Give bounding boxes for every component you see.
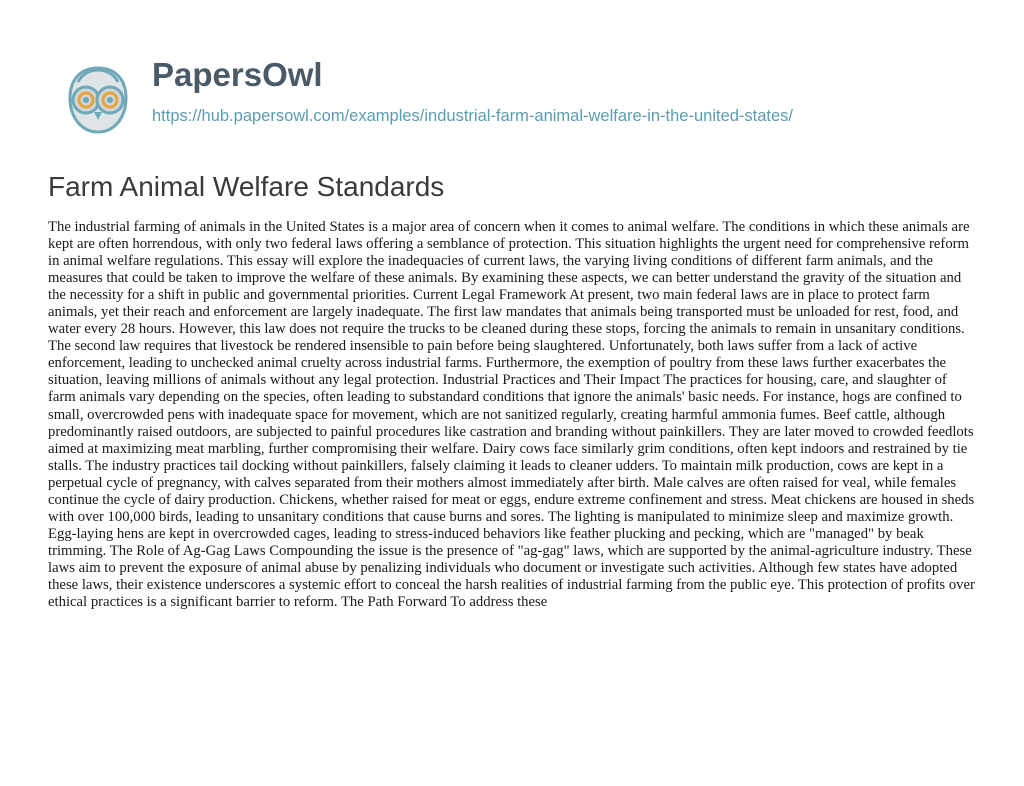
source-url-link[interactable]: https://hub.papersowl.com/examples/industrial-farm-animal-welfare-in-the-united-states/ [152,107,794,125]
owl-logo-icon [48,40,148,140]
brand-name: PapersOwl [152,56,323,93]
site-header [40,40,984,140]
page-title: Farm Animal Welfare Standards [48,171,445,202]
essay-body-text: The industrial farming of animals in the United States is a major area of concern when it comes to animal welfare. The conditions in which these animals are kept are often horrendous, with only two federal laws offering a semblance of protection. This situation highlights the urgent need for comprehensive reform in animal welfare regulations. This essay will explore the inadequacies of current laws, the varying living conditions of different farm animals, and the measures that could be taken to improve the welfare of these animals. By examining these aspects, we can better understand the gravity of the situation and the necessity for a shift in public and governmental priorities. Current Legal Framework At present, two main federal laws are in place to protect farm animals, yet their reach and enforcement are largely inadequate. The first law mandates that animals being transported must be unloaded for rest, food, and water every 28 hours. However, this law does not require the trucks to be cleaned during these stops, forcing the animals to remain in unsanitary conditions. The second law requires that livestock be rendered insensible to pain before being slaughtered. Unfortunately, both laws suffer from a lack of active enforcement, leading to unchecked animal cruelty across industrial farms. Furthermore, the exemption of poultry from these laws further exacerbates the situation, leaving millions of animals without any legal protection. Industrial Practices and Their Impact The practices for housing, care, and slaughter of farm animals vary depending on the species, often leading to substandard conditions that ignore the animals' basic needs. For instance, hogs are confined to small, overcrowded pens with inadequate space for movement, which are not sanitized regularly, creating harmful ammonia fumes. Beef cattle, although predominantly raised outdoors, are subjected to painful procedures like castration and branding without painkillers. They are later moved to crowded feedlots aimed at maximizing meat marbling, further compromising their welfare. Dairy cows face similarly grim conditions, often kept indoors and restrained by tie stalls. The industry practices tail docking without painkillers, falsely claiming it leads to cleaner udders. To maintain milk production, cows are kept in a perpetual cycle of pregnancy, with calves separated from their mothers almost immediately after birth. Male calves are often raised for veal, while females continue the cycle of dairy production. Chickens, whether raised for meat or eggs, endure extreme confinement and stress. Meat chickens are housed in sheds with over 100,000 birds, leading to unsanitary conditions that cause burns and sores. The lighting is manipulated to minimize sleep and maximize growth. Egg-laying hens are kept in overcrowded cages, leading to stress-induced behaviors like feather plucking and pecking, which are "managed" by beak trimming. The Role of Ag-Gag Laws Compounding the issue is the presence of "ag-gag" laws, which are supported by the animal-agriculture industry. These laws aim to prevent the exposure of animal abuse by penalizing individuals who document or investigate such activities. Although few states have adopted these laws, their existence underscores a systemic effort to conceal the harsh realities of industrial farming from the public eye. This protection of profits over ethical practices is a significant barrier to reform. The Path Forward To address these [48,219,975,611]
